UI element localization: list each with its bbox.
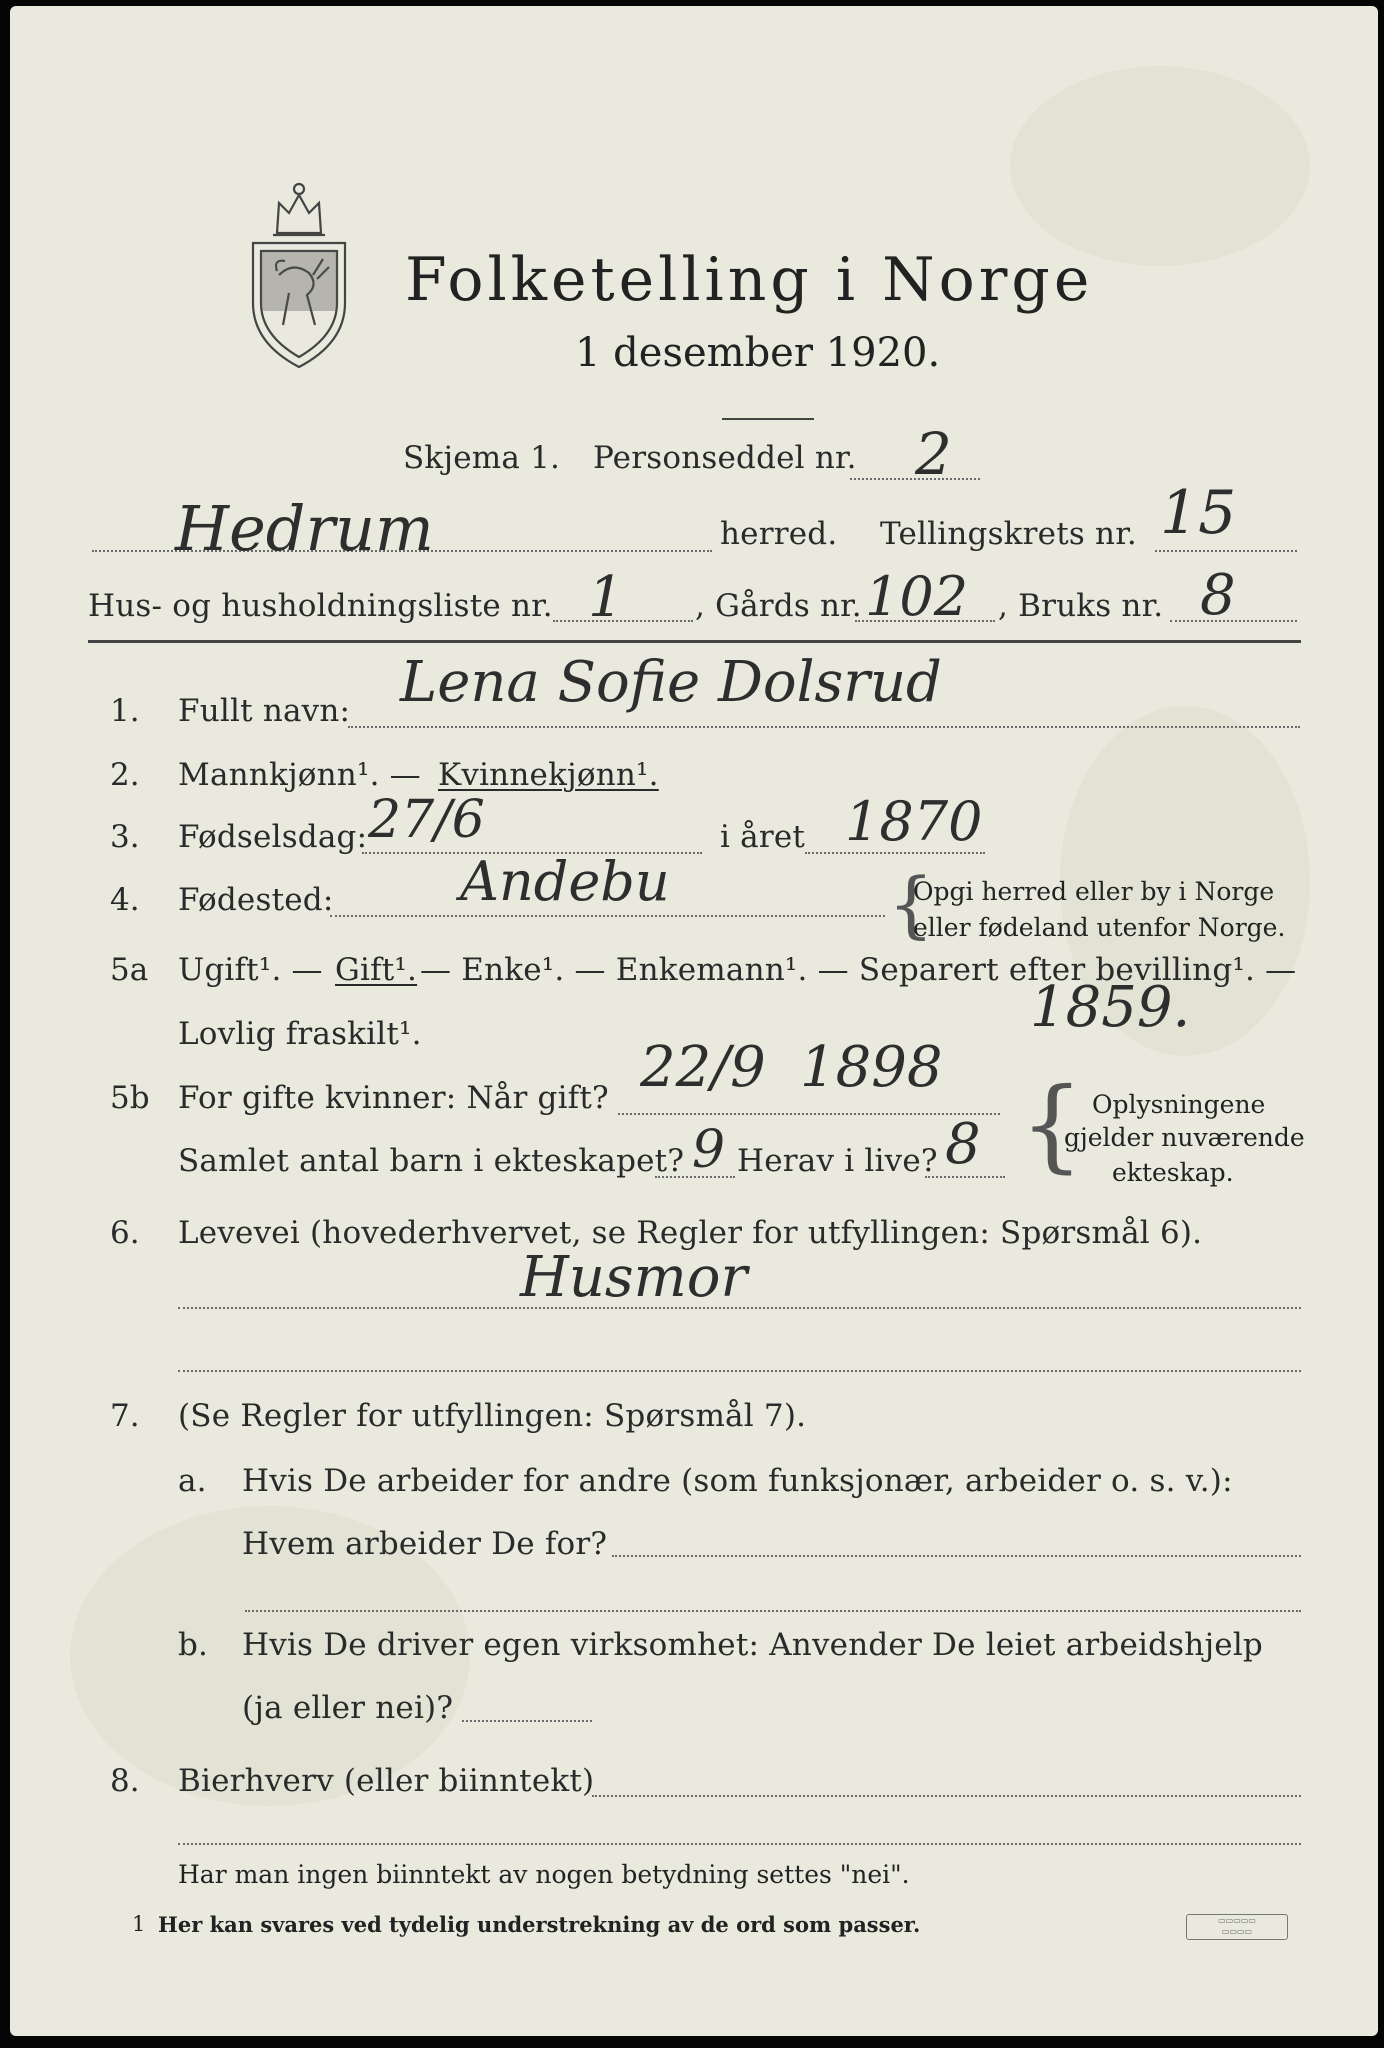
q8-number: 8. xyxy=(110,1763,140,1799)
q1-label: Fullt navn: xyxy=(178,693,351,729)
q5b-children-label: Samlet antal barn i ekteskapet? xyxy=(178,1143,685,1179)
gards-value[interactable]: 102 xyxy=(865,565,969,628)
q1-full-name-value[interactable]: Lena Sofie Dolsrud xyxy=(400,650,942,715)
q7b-letter: b. xyxy=(178,1627,209,1663)
q3-label: Fødselsdag: xyxy=(178,819,368,855)
q4-number: 4. xyxy=(110,882,140,918)
bruks-label: , Bruks nr. xyxy=(998,588,1164,624)
q2-male-option[interactable]: Mannkjønn¹. — xyxy=(178,757,421,793)
q7a-letter: a. xyxy=(178,1463,207,1499)
q6-label: Levevei (hovederhvervet, se Regler for utfyllingen: Spørsmål 6). xyxy=(178,1215,1203,1251)
q5b-note-line-2: gjelder nuværende xyxy=(1064,1123,1305,1152)
q4-label: Fødested: xyxy=(178,882,334,918)
census-date: 1 desember 1920. xyxy=(575,330,941,376)
footnote: Her kan svares ved tydelig understrekning av de ord som passer. xyxy=(158,1912,921,1937)
q3-year-value[interactable]: 1870 xyxy=(845,790,983,853)
q5b-alive-label: Herav i live? xyxy=(737,1143,938,1179)
q2-female-option[interactable]: Kvinnekjønn¹. xyxy=(438,757,659,793)
q4-note-line-2: eller fødeland utenfor Norge. xyxy=(913,913,1286,942)
q5b-note-line-3: ekteskap. xyxy=(1112,1158,1234,1187)
bottom-note: Har man ingen biinntekt av nogen betydning settes "nei". xyxy=(178,1860,910,1889)
q3-number: 3. xyxy=(110,819,140,855)
q3-year-label: i året xyxy=(720,819,806,855)
q5b-note-line-1: Oplysningene xyxy=(1092,1090,1266,1119)
footnote-mark: 1 xyxy=(132,1912,146,1936)
q7a-line2-label: Hvem arbeider De for? xyxy=(242,1526,608,1562)
q5b-label: For gifte kvinner: Når gift? xyxy=(178,1080,609,1116)
q7a-label: Hvis De arbeider for andre (som funksjonær, arbeider o. s. v.): xyxy=(242,1463,1233,1499)
q5a-other-options[interactable]: — Enke¹. — Enkemann¹. — Separert efter bevilling¹. — xyxy=(420,952,1297,988)
q6-occupation-value[interactable]: Husmor xyxy=(520,1245,748,1310)
q5b-married-year-value[interactable]: 1898 xyxy=(800,1035,943,1100)
title-divider xyxy=(722,418,814,420)
q1-number: 1. xyxy=(110,693,140,729)
q3-birthday-value[interactable]: 27/6 xyxy=(368,790,485,850)
tellingskrets-value[interactable]: 15 xyxy=(1160,478,1237,548)
q5a-fraskilt-option[interactable]: Lovlig fraskilt¹. xyxy=(178,1016,422,1052)
q6-number: 6. xyxy=(110,1215,140,1251)
q7b-label: Hvis De driver egen virksomhet: Anvender De leiet arbeidshjelp xyxy=(242,1627,1263,1663)
q5b-number: 5b xyxy=(110,1080,150,1116)
q5a-margin-year: 1859. xyxy=(1030,975,1191,1040)
q5a-ugift-option[interactable]: Ugift¹. — xyxy=(178,952,323,988)
form-title: Folketelling i Norge xyxy=(405,245,1094,315)
q7b-line2-label: (ja eller nei)? xyxy=(242,1690,454,1726)
coat-of-arms-icon xyxy=(243,175,355,375)
q5a-gift-option[interactable]: Gift¹. xyxy=(335,952,418,988)
q5b-married-date-value[interactable]: 22/9 xyxy=(640,1035,766,1100)
q4-note-line-1: Opgi herred eller by i Norge xyxy=(913,877,1275,906)
header-divider xyxy=(88,640,1301,643)
herred-value[interactable]: Hedrum xyxy=(175,492,434,565)
q7-label: (Se Regler for utfyllingen: Spørsmål 7). xyxy=(178,1398,807,1434)
q5b-children-value[interactable]: 9 xyxy=(692,1120,726,1180)
hus-label: Hus- og husholdningsliste nr. xyxy=(88,588,553,624)
personseddel-value[interactable]: 2 xyxy=(915,420,952,488)
q2-number: 2. xyxy=(110,757,140,793)
q8-label: Bierhverv (eller biinntekt) xyxy=(178,1763,595,1799)
q5a-number: 5a xyxy=(110,952,149,988)
tellingskrets-label: Tellingskrets nr. xyxy=(880,516,1137,552)
personseddel-label: Personseddel nr. xyxy=(593,440,857,476)
hus-value[interactable]: 1 xyxy=(588,565,624,630)
herred-label: herred. xyxy=(720,516,838,552)
printer-stamp: ▭▭▭▭▭ ▭▭▭▭ xyxy=(1186,1914,1288,1940)
q4-birthplace-value[interactable]: Andebu xyxy=(460,850,670,913)
skjema-label: Skjema 1. xyxy=(403,440,561,476)
gards-label: , Gårds nr. xyxy=(695,588,862,624)
bruks-value[interactable]: 8 xyxy=(1200,563,1236,628)
q5b-alive-value[interactable]: 8 xyxy=(945,1112,981,1177)
q7-number: 7. xyxy=(110,1398,140,1434)
